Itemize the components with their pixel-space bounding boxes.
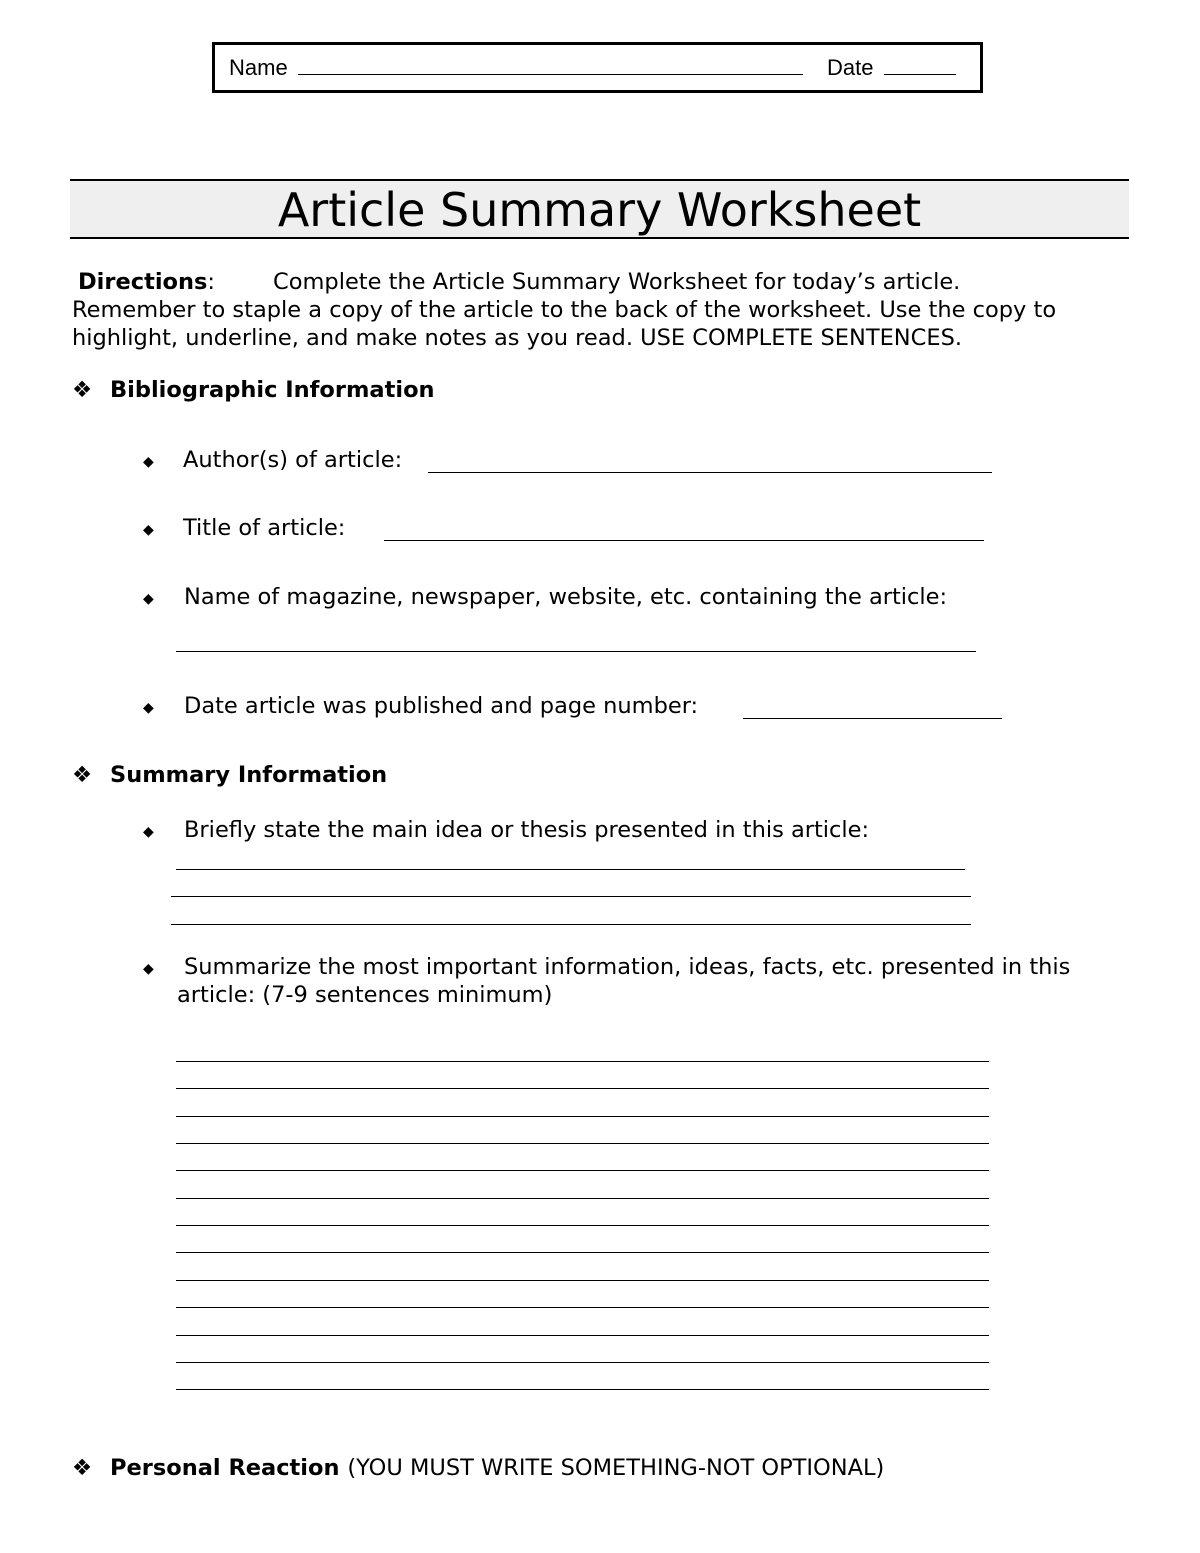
bibliographic-heading: ❖ Bibliographic Information [72, 377, 435, 403]
authors-answer-line[interactable] [428, 472, 992, 473]
summary-heading: ❖ Summary Information [72, 762, 388, 788]
page-title: Article Summary Worksheet [70, 179, 1129, 239]
summary-answer-line[interactable] [176, 1116, 989, 1117]
four-diamond-icon: ❖ [72, 1455, 93, 1481]
summary-answer-line[interactable] [176, 1280, 989, 1281]
summary-answer-line[interactable] [176, 1088, 989, 1089]
main-idea-item [143, 817, 1123, 847]
main-idea-answer-line[interactable] [176, 869, 965, 870]
summary-answer-line[interactable] [176, 1225, 989, 1226]
directions-text-2: Remember to staple a copy of the article to the back of the worksheet. Use the copy to [72, 297, 1057, 323]
summary-answer-line[interactable] [176, 1170, 989, 1171]
title-answer-line[interactable] [384, 540, 984, 541]
authors-label: Author(s) of article: [183, 447, 403, 473]
summary-answer-line[interactable] [176, 1307, 989, 1308]
source-label: Name of magazine, newspaper, website, etc. containing the article: [184, 584, 948, 610]
reaction-note: (YOU MUST WRITE SOMETHING-NOT OPTIONAL) [347, 1455, 885, 1481]
summary-answer-line[interactable] [176, 1198, 989, 1199]
summarize-label-1: Summarize the most important information, ideas, facts, etc. presented in this [184, 954, 1071, 980]
diamond-bullet-icon: ◆ [143, 961, 154, 977]
date-label: Date [827, 55, 874, 80]
source-item [143, 584, 1123, 614]
directions: Directions: Complete the Article Summary Worksheet for today’s article. Remember to staple a copy of the article to the back of the worksheet. Use the copy to highlight, underline, and make notes as you read. USE COMPLETE SENTENCES. [72, 268, 1132, 352]
summary-answer-line[interactable] [176, 1061, 989, 1062]
diamond-bullet-icon: ◆ [143, 591, 154, 607]
name-label: Name [229, 55, 288, 80]
summarize-label-2: article: (7-9 sentences minimum) [177, 982, 553, 1008]
four-diamond-icon: ❖ [72, 762, 93, 788]
main-idea-label: Briefly state the main idea or thesis presented in this article: [184, 817, 870, 843]
directions-text-3: highlight, underline, and make notes as you read. USE COMPLETE SENTENCES. [72, 325, 963, 351]
source-answer-line[interactable] [176, 651, 976, 652]
directions-label: Directions [78, 269, 208, 295]
date-page-label: Date article was published and page number: [184, 693, 699, 719]
summary-answer-line[interactable] [176, 1362, 989, 1363]
summary-answer-line[interactable] [176, 1252, 989, 1253]
summary-answer-line[interactable] [176, 1389, 989, 1390]
diamond-bullet-icon: ◆ [143, 700, 154, 716]
date-field[interactable] [827, 55, 956, 81]
name-blank[interactable] [298, 56, 803, 75]
summary-answer-line[interactable] [176, 1143, 989, 1144]
reaction-heading: ❖ Personal Reaction (YOU MUST WRITE SOMETHING-NOT OPTIONAL) [72, 1455, 885, 1481]
diamond-bullet-icon: ◆ [143, 522, 154, 538]
date-page-answer-line[interactable] [743, 718, 1002, 719]
main-idea-answer-line[interactable] [171, 896, 971, 897]
diamond-bullet-icon: ◆ [143, 454, 154, 470]
summary-answer-line[interactable] [176, 1335, 989, 1336]
title-label: Title of article: [183, 515, 346, 541]
summarize-item [143, 954, 1133, 1014]
name-date-box [212, 42, 983, 93]
main-idea-answer-line[interactable] [171, 924, 971, 925]
four-diamond-icon: ❖ [72, 377, 93, 403]
diamond-bullet-icon: ◆ [143, 824, 154, 840]
name-field[interactable] [229, 55, 803, 81]
date-blank[interactable] [884, 56, 956, 75]
directions-text-1: Complete the Article Summary Worksheet for today’s article. [273, 269, 961, 295]
